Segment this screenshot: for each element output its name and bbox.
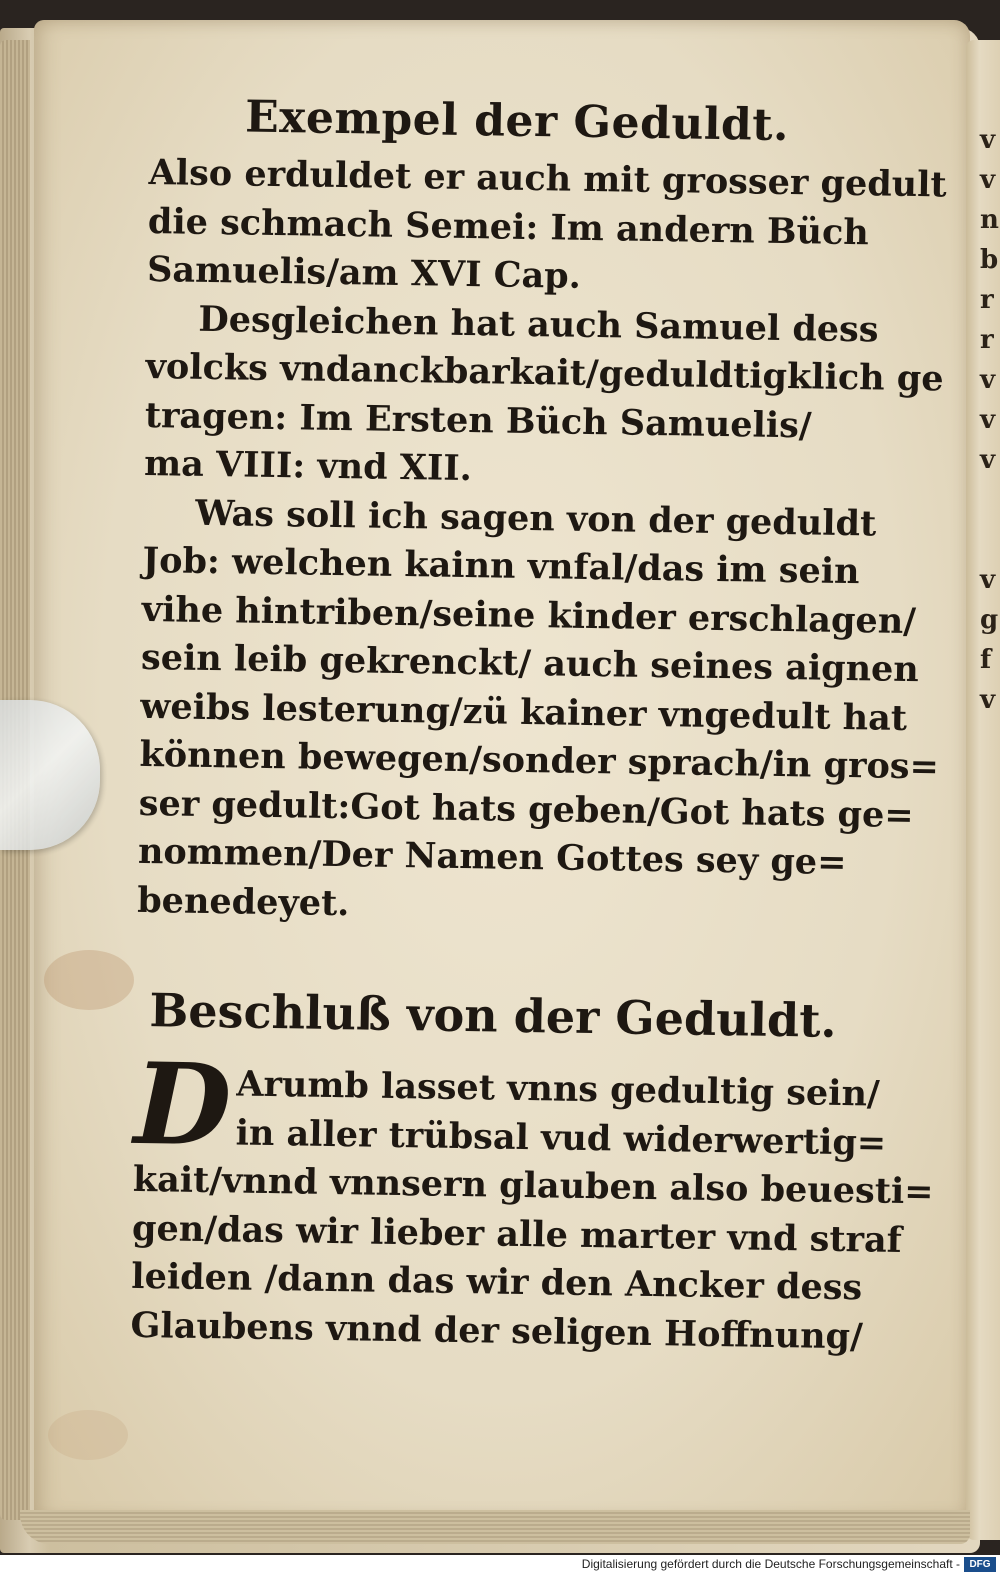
facing-page-letters: v v n b r r v v v v g f v — [980, 125, 999, 715]
paragraph-3 — [136, 488, 940, 936]
text-line: ser gedult:Got hats geben/Got hats ge= — [138, 782, 914, 836]
text-line: Job: welchen kainn vnfal/das im sein — [142, 539, 860, 593]
text-line: gen/das wir lieber alle marter vnd straf — [131, 1207, 903, 1261]
text-line: volcks vndanckbarkait/geduldtigklich ge — [145, 345, 944, 400]
text-block — [130, 90, 947, 1361]
drop-initial: D — [133, 1038, 233, 1172]
text-line: können bewegen/sonder sprach/in gros= — [139, 733, 940, 788]
text-line: die schmach Semei: Im andern Büch — [147, 200, 870, 253]
text-line: kait/vnnd vnnsern glauben also beuesti= — [132, 1158, 934, 1213]
facing-page — [966, 40, 1000, 1540]
digitization-footer — [0, 1555, 1000, 1575]
text-line: leiden /dann das wir den Ancker dess — [131, 1255, 863, 1309]
text-line: Also erduldet er auch mit grosser gedult — [148, 151, 947, 206]
text-line: weibs lesterung/zü kainer vngedult hat — [140, 685, 908, 739]
text-line: nommen/Der Namen Gottes sey ge= — [137, 830, 847, 884]
text-line: ma VIII: vnd XII. — [143, 442, 473, 490]
text-line: in aller trübsal vud widerwertig= — [235, 1111, 887, 1164]
section-title: Beschluß von der Geduldt. — [149, 983, 837, 1048]
text-line: vihe hintriben/seine kinder erschlagen/ — [141, 588, 917, 642]
dfg-logo: DFG — [964, 1557, 996, 1572]
text-line: Desgleichen hat auch Samuel dess — [198, 298, 879, 350]
text-line: Arumb lasset vnns gedultig sein/ — [236, 1063, 881, 1115]
page-stain — [48, 1410, 128, 1460]
page-stain — [44, 950, 134, 1010]
paragraph-4 — [130, 1038, 934, 1362]
text-line: sein leib gekrenckt/ auch seines aignen — [140, 636, 920, 691]
text-line: Glaubens vnnd der seligen Hoffnung/ — [130, 1304, 864, 1357]
text-line: Samuelis/am XVI Cap. — [146, 248, 582, 297]
running-head: Exempel der Geduldt. — [244, 91, 790, 152]
text-line: benedeyet. — [136, 879, 350, 924]
paragraph-1 — [146, 149, 947, 306]
bottom-page-edges — [20, 1510, 970, 1544]
text-line: tragen: Im Ersten Büch Samuelis/ — [144, 394, 812, 446]
paragraph-2 — [143, 294, 944, 500]
footer-credit: Digitalisierung gefördert durch die Deutsche Forschungsgemeinschaft - — [581, 1557, 960, 1571]
text-line: Was soll ich sagen von der geduldt — [195, 492, 877, 544]
